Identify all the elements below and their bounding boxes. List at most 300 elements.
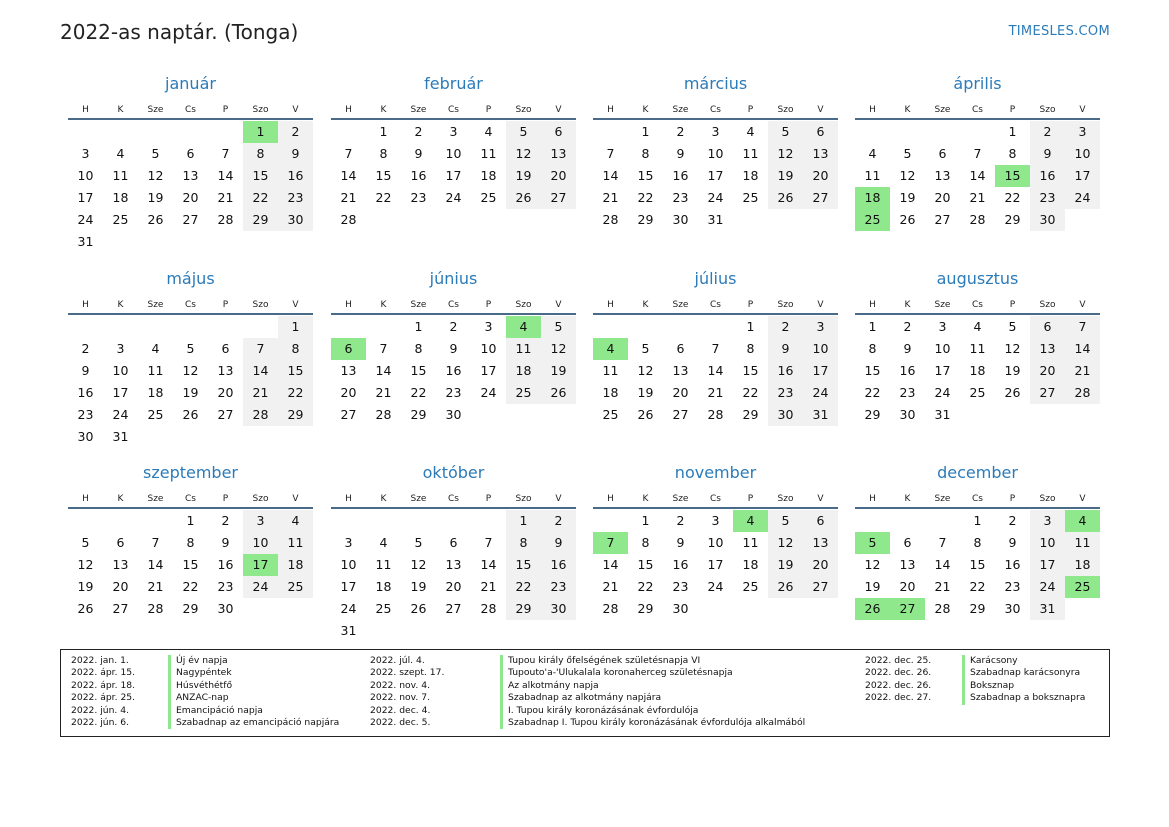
day-cell: 4 <box>973 319 982 334</box>
day-cell: 28 <box>147 601 164 616</box>
day-cell: 29 <box>864 407 881 422</box>
month-name: augusztus <box>936 269 1019 288</box>
weekday-label: Cs <box>972 494 983 504</box>
day-cell: 13 <box>803 143 838 165</box>
day-cell: 27 <box>340 407 357 422</box>
weekday-header <box>855 100 1100 120</box>
day-cell: 10 <box>803 338 838 360</box>
legend-row <box>370 680 850 692</box>
weekday-label: V <box>555 494 562 504</box>
day-cell: 29 <box>243 209 278 231</box>
day-cell: 10 <box>1065 143 1100 165</box>
month-szeptember <box>68 461 313 620</box>
day-cell: 22 <box>1004 190 1021 205</box>
day-cell: 13 <box>217 363 234 378</box>
weekday-label: P <box>747 494 754 504</box>
weekday-label: Sze <box>147 105 164 115</box>
day-cell: 1 <box>379 124 388 139</box>
day-cell: 4 <box>278 510 313 532</box>
day-cell: 17 <box>803 360 838 382</box>
day-cell: 30 <box>899 407 916 422</box>
day-cell: 2 <box>449 319 458 334</box>
month-április <box>855 72 1100 231</box>
day-cell: 6 <box>803 121 838 143</box>
day-cell: 20 <box>803 165 838 187</box>
day-cell: 9 <box>768 338 803 360</box>
month-name: július <box>694 269 737 288</box>
legend-column <box>71 655 358 729</box>
day-cell: 16 <box>410 168 427 183</box>
day-cell: 18 <box>278 554 313 576</box>
weekday-header <box>331 295 576 315</box>
day-cell: 28 <box>480 601 497 616</box>
day-cell: 25 <box>375 601 392 616</box>
weekday-label: V <box>555 300 562 310</box>
weekday-label: V <box>292 494 299 504</box>
day-cell: 30 <box>217 601 234 616</box>
day-cell: 7 <box>1065 316 1100 338</box>
day-cell: 21 <box>147 579 164 594</box>
day-cell: 9 <box>1030 143 1065 165</box>
day-grid <box>68 510 313 620</box>
day-cell: 30 <box>1004 601 1021 616</box>
day-cell: 21 <box>707 385 724 400</box>
weekday-label: H <box>869 105 876 115</box>
weekday-label: P <box>747 300 754 310</box>
day-cell: 3 <box>803 316 838 338</box>
holiday-day: 4 <box>733 510 768 532</box>
legend-date: 2022. szept. 17. <box>370 667 445 679</box>
day-cell: 21 <box>1065 360 1100 382</box>
day-cell: 19 <box>637 385 654 400</box>
weekday-label: P <box>1009 300 1016 310</box>
weekday-label: V <box>817 105 824 115</box>
weekday-label: Sze <box>672 494 689 504</box>
weekday-header <box>68 295 313 315</box>
day-cell: 24 <box>243 576 278 598</box>
month-november <box>593 461 838 620</box>
legend-date: 2022. nov. 7. <box>370 692 430 704</box>
legend-date: 2022. jan. 1. <box>71 655 129 666</box>
day-cell: 6 <box>186 146 195 161</box>
day-cell: 24 <box>1030 576 1065 598</box>
day-cell: 14 <box>707 363 724 378</box>
day-cell: 22 <box>182 579 199 594</box>
day-cell: 2 <box>278 121 313 143</box>
day-cell: 25 <box>506 382 541 404</box>
day-cell: 28 <box>1065 382 1100 404</box>
legend-holiday-name: Szabadnap a boksznapra <box>962 692 1102 704</box>
legend-holiday-name: Húsvéthétfő <box>168 680 358 692</box>
day-cell: 11 <box>375 557 392 572</box>
day-cell: 29 <box>182 601 199 616</box>
day-cell: 27 <box>541 187 576 209</box>
day-cell: 2 <box>81 341 90 356</box>
day-cell: 22 <box>375 190 392 205</box>
empty-cell <box>173 121 208 143</box>
day-cell: 27 <box>672 407 689 422</box>
day-cell: 27 <box>1030 382 1065 404</box>
day-cell: 13 <box>803 532 838 554</box>
day-cell: 8 <box>186 535 195 550</box>
day-cell: 27 <box>803 576 838 598</box>
day-cell: 30 <box>768 404 803 426</box>
day-cell: 22 <box>742 385 759 400</box>
day-cell: 12 <box>768 532 803 554</box>
weekday-label: Cs <box>710 105 721 115</box>
day-cell: 29 <box>506 598 541 620</box>
weekday-label: P <box>1009 105 1016 115</box>
day-cell: 5 <box>768 510 803 532</box>
day-cell: 10 <box>707 146 724 161</box>
day-cell: 29 <box>1004 212 1021 227</box>
day-cell: 13 <box>112 557 129 572</box>
holiday-day: 1 <box>243 121 278 143</box>
day-cell: 20 <box>182 190 199 205</box>
day-cell: 30 <box>672 601 689 616</box>
day-cell: 24 <box>707 190 724 205</box>
empty-cell <box>628 316 663 338</box>
weekday-label: Sze <box>934 105 951 115</box>
day-grid <box>68 316 313 448</box>
month-október <box>331 461 576 642</box>
day-cell: 3 <box>938 319 947 334</box>
empty-cell <box>138 510 173 532</box>
weekday-label: K <box>642 105 649 115</box>
legend-row <box>71 717 358 729</box>
weekday-label: Sze <box>410 300 427 310</box>
day-cell: 4 <box>116 146 125 161</box>
day-cell: 11 <box>969 341 986 356</box>
day-cell: 29 <box>969 601 986 616</box>
day-cell: 8 <box>868 341 877 356</box>
day-cell: 14 <box>243 360 278 382</box>
empty-cell <box>890 510 925 532</box>
day-cell: 5 <box>1008 319 1017 334</box>
empty-cell <box>925 510 960 532</box>
day-grid <box>331 121 576 231</box>
day-cell: 26 <box>637 407 654 422</box>
day-cell: 28 <box>602 212 619 227</box>
day-cell: 23 <box>278 187 313 209</box>
day-grid <box>593 121 838 231</box>
weekday-label: H <box>82 300 89 310</box>
day-cell: 11 <box>147 363 164 378</box>
legend-date: 2022. dec. 27. <box>865 692 932 704</box>
weekday-label: V <box>1079 494 1086 504</box>
weekday-label: P <box>485 105 492 115</box>
day-cell: 19 <box>1004 363 1021 378</box>
weekday-label: H <box>82 494 89 504</box>
day-cell: 25 <box>969 385 986 400</box>
month-name: február <box>424 74 483 93</box>
day-cell: 8 <box>1008 146 1017 161</box>
day-cell: 25 <box>742 190 759 205</box>
day-cell: 1 <box>186 513 195 528</box>
day-cell: 28 <box>707 407 724 422</box>
weekday-label: Cs <box>185 300 196 310</box>
day-cell: 9 <box>414 146 423 161</box>
legend-date: 2022. ápr. 18. <box>71 679 136 691</box>
day-cell: 20 <box>899 579 916 594</box>
day-cell: 20 <box>803 554 838 576</box>
day-cell: 3 <box>1065 121 1100 143</box>
legend-holiday-name: Szabadnap az emancipáció napjára <box>168 717 358 729</box>
weekday-label: Cs <box>448 494 459 504</box>
day-cell: 29 <box>410 407 427 422</box>
day-cell: 4 <box>151 341 160 356</box>
day-cell: 17 <box>934 363 951 378</box>
legend-row <box>370 717 850 729</box>
day-cell: 24 <box>480 385 497 400</box>
day-cell: 15 <box>410 363 427 378</box>
legend-row <box>71 692 358 704</box>
day-cell: 14 <box>1065 338 1100 360</box>
day-cell: 21 <box>480 579 497 594</box>
day-cell: 21 <box>602 190 619 205</box>
weekday-label: H <box>345 105 352 115</box>
weekday-label: H <box>869 494 876 504</box>
day-cell: 20 <box>934 190 951 205</box>
day-cell: 27 <box>182 212 199 227</box>
holiday-day: 15 <box>995 165 1030 187</box>
day-cell: 3 <box>1030 510 1065 532</box>
weekday-label: Szo <box>252 494 269 504</box>
day-cell: 7 <box>606 146 615 161</box>
day-cell: 28 <box>602 601 619 616</box>
weekday-label: K <box>904 105 911 115</box>
weekday-label: Sze <box>672 300 689 310</box>
weekday-label: H <box>869 300 876 310</box>
empty-cell <box>331 316 366 338</box>
day-cell: 13 <box>445 557 462 572</box>
weekday-label: V <box>1079 300 1086 310</box>
day-cell: 27 <box>112 601 129 616</box>
day-cell: 12 <box>1004 341 1021 356</box>
legend-holiday-name: ANZAC-nap <box>168 692 358 704</box>
day-cell: 17 <box>112 385 129 400</box>
day-cell: 9 <box>81 363 90 378</box>
day-cell: 7 <box>221 146 230 161</box>
day-cell: 18 <box>112 190 129 205</box>
day-cell: 3 <box>243 510 278 532</box>
weekday-label: Sze <box>934 494 951 504</box>
empty-cell <box>103 121 138 143</box>
day-cell: 1 <box>868 319 877 334</box>
day-cell: 6 <box>1030 316 1065 338</box>
weekday-label: H <box>345 300 352 310</box>
day-cell: 13 <box>182 168 199 183</box>
month-december <box>855 461 1100 620</box>
day-cell: 1 <box>746 319 755 334</box>
day-cell: 18 <box>480 168 497 183</box>
day-cell: 4 <box>868 146 877 161</box>
legend-row <box>71 655 358 667</box>
weekday-header <box>68 100 313 120</box>
day-cell: 7 <box>344 146 353 161</box>
weekday-label: K <box>117 300 124 310</box>
empty-cell <box>471 510 506 532</box>
empty-cell <box>401 510 436 532</box>
day-cell: 2 <box>1008 513 1017 528</box>
weekday-label: K <box>642 300 649 310</box>
empty-cell <box>890 121 925 143</box>
day-cell: 6 <box>541 121 576 143</box>
day-cell: 27 <box>217 407 234 422</box>
weekday-label: Szo <box>252 300 269 310</box>
day-cell: 4 <box>484 124 493 139</box>
empty-cell <box>436 510 471 532</box>
day-cell: 22 <box>278 382 313 404</box>
legend-holiday-name: Tupouto'a-'Ulukalala koronaherceg születésnapja <box>500 667 850 679</box>
weekday-label: H <box>607 105 614 115</box>
day-cell: 16 <box>672 557 689 572</box>
day-cell: 19 <box>864 579 881 594</box>
day-cell: 18 <box>375 579 392 594</box>
month-name: október <box>422 463 485 482</box>
day-cell: 29 <box>637 212 654 227</box>
day-cell: 18 <box>602 385 619 400</box>
weekday-label: Cs <box>972 300 983 310</box>
weekday-label: P <box>485 494 492 504</box>
day-cell: 27 <box>934 212 951 227</box>
weekday-label: Szo <box>515 300 532 310</box>
empty-cell <box>103 510 138 532</box>
brand-link[interactable]: TIMESLES.COM <box>1008 24 1110 39</box>
legend-date: 2022. dec. 26. <box>865 679 932 691</box>
weekday-label: Szo <box>777 300 794 310</box>
day-cell: 19 <box>77 579 94 594</box>
day-cell: 4 <box>746 124 755 139</box>
weekday-label: Sze <box>672 105 689 115</box>
day-cell: 25 <box>278 576 313 598</box>
weekday-label: V <box>292 300 299 310</box>
day-cell: 9 <box>676 535 685 550</box>
day-cell: 5 <box>541 316 576 338</box>
legend-date: 2022. júl. 4. <box>370 655 425 666</box>
legend-row <box>865 680 1102 692</box>
day-cell: 14 <box>147 557 164 572</box>
day-cell: 1 <box>641 124 650 139</box>
empty-cell <box>243 316 278 338</box>
day-grid <box>855 316 1100 426</box>
weekday-label: Szo <box>777 105 794 115</box>
day-cell: 23 <box>410 190 427 205</box>
weekday-label: P <box>222 494 229 504</box>
day-cell: 15 <box>742 363 759 378</box>
day-cell: 16 <box>1030 165 1065 187</box>
day-cell: 31 <box>77 234 94 249</box>
weekday-label: Cs <box>710 300 721 310</box>
weekday-label: H <box>345 494 352 504</box>
empty-cell <box>331 121 366 143</box>
day-cell: 26 <box>506 187 541 209</box>
day-cell: 11 <box>480 146 497 161</box>
day-cell: 23 <box>672 190 689 205</box>
day-cell: 24 <box>934 385 951 400</box>
day-cell: 16 <box>899 363 916 378</box>
empty-cell <box>173 316 208 338</box>
day-cell: 26 <box>410 601 427 616</box>
legend-date: 2022. dec. 26. <box>865 667 932 679</box>
day-cell: 24 <box>1065 187 1100 209</box>
day-cell: 3 <box>81 146 90 161</box>
day-cell: 22 <box>637 579 654 594</box>
day-cell: 6 <box>938 146 947 161</box>
day-cell: 6 <box>221 341 230 356</box>
day-cell: 16 <box>445 363 462 378</box>
holiday-day: 25 <box>855 209 890 231</box>
weekday-label: Sze <box>410 105 427 115</box>
weekday-label: P <box>747 105 754 115</box>
day-cell: 4 <box>379 535 388 550</box>
day-cell: 28 <box>969 212 986 227</box>
day-cell: 20 <box>340 385 357 400</box>
day-cell: 8 <box>278 338 313 360</box>
weekday-label: Cs <box>448 105 459 115</box>
day-cell: 31 <box>112 429 129 444</box>
empty-cell <box>925 121 960 143</box>
legend-row <box>865 667 1102 679</box>
day-cell: 2 <box>676 124 685 139</box>
weekday-label: Cs <box>972 105 983 115</box>
empty-cell <box>208 316 243 338</box>
day-cell: 7 <box>151 535 160 550</box>
day-cell: 8 <box>414 341 423 356</box>
day-cell: 11 <box>742 535 759 550</box>
day-cell: 7 <box>938 535 947 550</box>
day-cell: 11 <box>112 168 129 183</box>
legend-holiday-name: Új év napja <box>168 655 358 667</box>
day-grid <box>331 510 576 642</box>
legend-row <box>71 705 358 717</box>
legend-row <box>370 655 850 667</box>
day-cell: 23 <box>445 385 462 400</box>
day-cell: 30 <box>672 212 689 227</box>
day-cell: 17 <box>1030 554 1065 576</box>
day-cell: 20 <box>672 385 689 400</box>
day-cell: 30 <box>278 209 313 231</box>
empty-cell <box>103 316 138 338</box>
day-cell: 8 <box>641 146 650 161</box>
day-cell: 12 <box>899 168 916 183</box>
month-name: szeptember <box>142 463 238 482</box>
day-cell: 3 <box>116 341 125 356</box>
day-cell: 24 <box>707 579 724 594</box>
day-cell: 12 <box>768 143 803 165</box>
weekday-header <box>593 489 838 509</box>
weekday-label: H <box>607 494 614 504</box>
day-cell: 10 <box>340 557 357 572</box>
weekday-label: K <box>380 494 387 504</box>
weekday-label: Cs <box>710 494 721 504</box>
weekday-label: Cs <box>185 105 196 115</box>
holiday-day: 4 <box>506 316 541 338</box>
weekday-label: P <box>1009 494 1016 504</box>
day-cell: 27 <box>803 187 838 209</box>
day-cell: 13 <box>340 363 357 378</box>
day-cell: 6 <box>903 535 912 550</box>
day-cell: 14 <box>934 557 951 572</box>
empty-cell <box>855 510 890 532</box>
day-cell: 3 <box>484 319 493 334</box>
legend-date: 2022. jún. 4. <box>71 704 130 716</box>
day-grid <box>593 316 838 426</box>
day-cell: 20 <box>217 385 234 400</box>
day-cell: 18 <box>1065 554 1100 576</box>
weekday-label: Szo <box>777 494 794 504</box>
month-name: április <box>953 74 1002 93</box>
